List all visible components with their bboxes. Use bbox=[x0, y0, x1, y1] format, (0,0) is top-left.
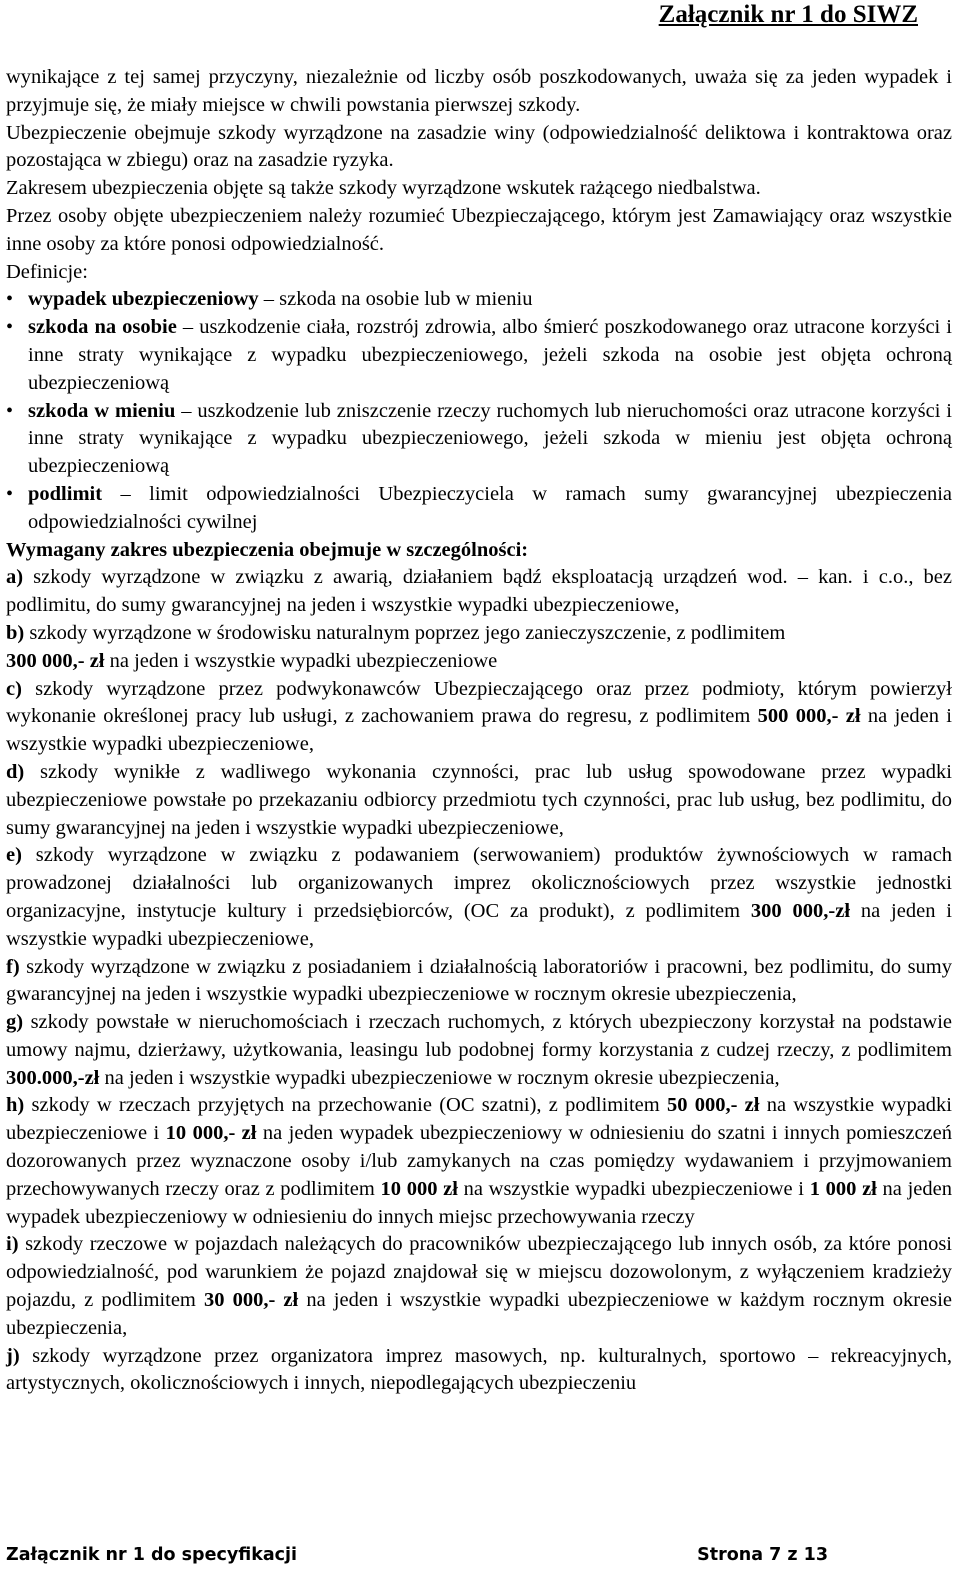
item-text: szkody wyrządzone w związku z podawaniem (serwowaniem) produktów żywnościowych w ramach prowadzonej działalności lub organizowanych imprez okolicznościowych przez wszystkie jednostki organizacyjne, instytucje kultury i przedsiębiorców, (OC za produkt), z podlimitem bbox=[6, 844, 952, 922]
item-label: a) bbox=[6, 566, 24, 589]
item-sublimit: 300 000,-zł bbox=[750, 899, 851, 922]
item-label: h) bbox=[6, 1094, 25, 1117]
definitions-label: Definicje: bbox=[6, 260, 88, 283]
item-text: szkody rzeczowe w pojazdach należących do pracowników ubezpieczającego lub innych osób, za które ponosi odpowiedzialność, pod warunkiem że pojazd znajdował się w miejscu dozowolonym, z wyłączeniem kradzieży pojazdu, z podlimitem bbox=[6, 1233, 952, 1312]
item-label: d) bbox=[6, 760, 25, 783]
item-text: na wszystkie wypadki ubezpieczeniowe i bbox=[457, 1177, 810, 1200]
item-sublimit: 1 000 zł bbox=[809, 1177, 877, 1200]
definition-term: szkoda na osobie bbox=[28, 316, 177, 339]
definition-text: – szkoda na osobie lub w mieniu bbox=[258, 288, 533, 311]
scope-item-h bbox=[6, 1092, 952, 1231]
page-footer bbox=[6, 1543, 828, 1567]
item-text: na jeden i wszystkie wypadki ubezpieczeniowe, bbox=[6, 705, 952, 756]
item-text: szkody wyrządzone w związku z awarią, działaniem bądź eksploatacją urządzeń wod. – kan. i c.o., bez podlimitu, do sumy gwarancyjnej na jeden i wszystkie wypadki ubezpieczeniowe, bbox=[6, 566, 952, 617]
item-sublimit: 300.000,-zł bbox=[6, 1066, 100, 1089]
scope-item-e bbox=[6, 842, 952, 953]
item-text: szkody wynikłe z wadliwego wykonania czynności, prac lub usług spowodowane przez wypadki ubezpieczeniowe powstałe po przekazaniu odbiorcy przedmiotu tych czynności, prac lub usług, bez podlimitu, do sumy gwarancyjnej na jeden i wszystkie wypadki ubezpieczeniowe, bbox=[6, 760, 952, 839]
item-text: na jeden wypadek ubezpieczeniowy w odniesieniu do innych miejsc przechowywania rzeczy bbox=[6, 1177, 952, 1228]
item-label: c) bbox=[6, 677, 22, 700]
scope-item-b bbox=[6, 620, 952, 676]
definitions-list bbox=[6, 286, 952, 536]
scope-item-c bbox=[6, 676, 952, 759]
scope-item-j bbox=[6, 1343, 952, 1399]
item-sublimit: 10 000 zł bbox=[380, 1177, 458, 1200]
item-label: i) bbox=[6, 1233, 19, 1256]
definition-term: szkoda w mieniu bbox=[28, 399, 176, 422]
definition-text: – limit odpowiedzialności Ubezpieczyciela w ramach sumy gwarancyjnej ubezpieczenia odpowiedzialności cywilnej bbox=[28, 482, 952, 533]
item-text: szkody w rzeczach przyjętych na przechowanie (OC szatni), z podlimitem bbox=[24, 1094, 667, 1117]
scope-item-d bbox=[6, 759, 952, 842]
item-text: na jeden i wszystkie wypadki ubezpieczeniowe, bbox=[6, 899, 952, 950]
document-body bbox=[6, 64, 952, 1398]
definition-term: wypadek ubezpieczeniowy bbox=[28, 288, 259, 311]
item-label: j) bbox=[6, 1344, 20, 1367]
item-sublimit: 50 000,- zł bbox=[666, 1094, 760, 1117]
page-header-title: Załącznik nr 1 do SIWZ bbox=[658, 1, 918, 28]
definition-item bbox=[6, 314, 952, 397]
item-label: e) bbox=[6, 844, 22, 867]
item-text: szkody wyrządzone w związku z posiadaniem i działalnością laboratoriów i pracowni, bez podlimitu, do sumy gwarancyjnej na jeden i wszystkie wypadki ubezpieczeniowe w rocznym okresie ubezpieczenia, bbox=[6, 955, 952, 1006]
footer-left-label: Załącznik nr 1 do specyfikacji bbox=[6, 1545, 298, 1565]
item-text: na jeden i wszystkie wypadki ubezpieczeniowe bbox=[104, 649, 498, 672]
paragraph: Zakresem ubezpieczenia objęte są także szkody wyrządzone wskutek rażącego niedbalstwa. bbox=[6, 177, 761, 200]
item-label: b) bbox=[6, 621, 25, 644]
item-text: na jeden wypadek ubezpieczeniowy w odniesieniu do szatni i innych pomieszczeń dozorowanych przez wyznaczone osoby i/lub zamykanych na czas pomiędzy wydawaniem i przyjmowaniem przechowywanych rzeczy oraz z podlimitem bbox=[6, 1122, 952, 1200]
item-label: f) bbox=[6, 955, 20, 978]
item-text: szkody powstałe w nieruchomościach i rzeczach ruchomych, z których ubezpieczony korzystał na podstawie umowy najmu, dzierżawy, użytkowania, leasingu lub podobnej formy korzystania z cudzej rzeczy, z podlimitem bbox=[6, 1011, 952, 1061]
item-sublimit: 10 000,- zł bbox=[165, 1122, 257, 1145]
paragraph: Ubezpieczenie obejmuje szkody wyrządzone na zasadzie winy (odpowiedzialność deliktowa i kontraktowa oraz pozostająca w zbiegu) oraz na zasadzie ryzyka. bbox=[6, 121, 952, 172]
scope-item-g bbox=[6, 1009, 952, 1092]
definition-item bbox=[6, 398, 952, 481]
scope-item-f bbox=[6, 954, 952, 1010]
item-text: szkody wyrządzone w środowisku naturalnym poprzez jego zanieczyszczenie, z podlimitem bbox=[24, 621, 786, 644]
scope-item-a bbox=[6, 564, 952, 620]
page-number: Strona 7 z 13 bbox=[697, 1545, 828, 1565]
paragraph: wynikające z tej samej przyczyny, niezależnie od liczby osób poszkodowanych, uważa się za jeden wypadek i przyjmuje się, że miały miejsce w chwili powstania pierwszej szkody. bbox=[6, 66, 952, 116]
item-sublimit: 30 000,- zł bbox=[203, 1289, 299, 1312]
item-text: szkody wyrządzone przez podwykonawców Ubezpieczającego oraz przez podmioty, którym powierzył wykonanie określonej pracy lub usługi, z zachowaniem prawa do regresu, z podlimitem bbox=[6, 677, 952, 728]
item-label: g) bbox=[6, 1011, 24, 1034]
item-text: na wszystkie wypadki ubezpieczeniowe i bbox=[6, 1094, 952, 1145]
scope-heading: Wymagany zakres ubezpieczenia obejmuje w szczególności: bbox=[6, 538, 529, 561]
item-sublimit: 500 000,- zł bbox=[757, 705, 861, 728]
definition-item bbox=[6, 286, 952, 314]
definition-text: – uszkodzenie ciała, rozstrój zdrowia, albo śmierć poszkodowanego oraz utracone korzyści i inne straty wynikające z wypadku ubezpieczeniowego, jeżeli szkoda na osobie jest objęta ochroną ubezpieczeniową bbox=[28, 316, 952, 394]
definition-item bbox=[6, 481, 952, 537]
item-sublimit: 300 000,- zł bbox=[6, 649, 105, 672]
item-text: szkody wyrządzone przez organizatora imprez masowych, np. kulturalnych, sportowo – rekreacyjnych, artystycznych, okolicznościowych i innych, niepodlegających ubezpieczeniu bbox=[6, 1344, 952, 1395]
paragraph: Przez osoby objęte ubezpieczeniem należy rozumieć Ubezpieczającego, którym jest Zamawiający oraz wszystkie inne osoby za które ponosi odpowiedzialność. bbox=[6, 204, 952, 255]
definition-term: podlimit bbox=[28, 482, 103, 505]
item-text: na jeden i wszystkie wypadki ubezpieczeniowe w każdym rocznym okresie ubezpieczenia, bbox=[6, 1289, 953, 1339]
scope-item-i bbox=[6, 1231, 952, 1342]
definition-text: – uszkodzenie lub zniszczenie rzeczy ruchomych lub nieruchomości oraz utracone korzyści i inne straty wynikające z wypadku ubezpieczeniowego, jeżeli szkoda w mieniu jest objęta ochroną ubezpieczeniową bbox=[28, 399, 952, 478]
item-text: na jeden i wszystkie wypadki ubezpieczeniowe w rocznym okresie ubezpieczenia, bbox=[99, 1066, 780, 1089]
